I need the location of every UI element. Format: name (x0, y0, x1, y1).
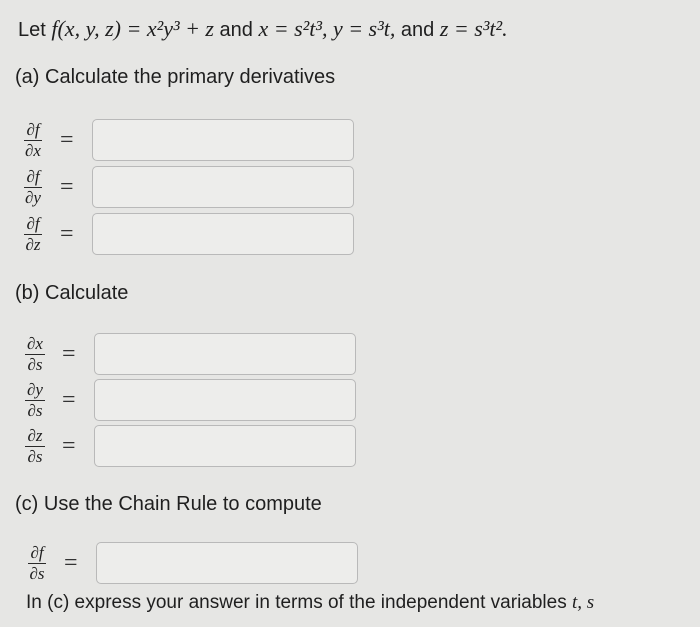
fraction-numerator: ∂y (27, 379, 43, 399)
fraction-denominator: ∂x (25, 140, 41, 160)
dy-ds-row (22, 377, 356, 423)
dy-ds-answer-input[interactable] (94, 379, 356, 421)
df-dz-fraction (20, 215, 46, 254)
fraction-numerator: ∂f (26, 166, 40, 186)
part-a-heading: (a) Calculate the primary derivatives (15, 66, 336, 88)
df-dy-answer-input[interactable] (92, 166, 354, 208)
function-definition: f(x, y, z) = x²y³ + z (51, 16, 214, 41)
dx-ds-fraction (22, 335, 48, 374)
instructions-note (26, 592, 594, 614)
fraction-numerator: ∂f (26, 119, 40, 139)
fraction-numerator: ∂z (27, 425, 43, 445)
df-dx-row (20, 117, 354, 163)
df-dy-fraction (20, 168, 46, 207)
fraction-denominator: ∂y (25, 187, 41, 207)
fraction-numerator: ∂f (26, 213, 40, 233)
equals-sign: = (60, 220, 74, 247)
fraction-denominator: ∂s (27, 446, 43, 466)
equals-sign: = (60, 126, 74, 153)
fraction-denominator: ∂s (27, 400, 43, 420)
fraction-numerator: ∂f (30, 542, 44, 562)
fraction-denominator: ∂s (29, 563, 45, 583)
part-b-heading: (b) Calculate (15, 282, 129, 304)
df-dz-row (20, 211, 354, 257)
df-ds-fraction (24, 544, 50, 583)
equals-sign: = (62, 386, 76, 413)
dz-ds-answer-input[interactable] (94, 425, 356, 467)
df-ds-answer-input[interactable] (96, 542, 358, 584)
df-dx-answer-input[interactable] (92, 119, 354, 161)
df-ds-row (24, 540, 358, 586)
z-definition: z = s³t². (439, 16, 508, 41)
independent-variables: t, s (572, 592, 595, 613)
xy-definition: x = s²t³, y = s³t, (258, 16, 396, 41)
problem-statement (18, 16, 508, 42)
instructions-text: In (c) express your answer in terms of the independent variables (26, 592, 572, 613)
df-dz-answer-input[interactable] (92, 213, 354, 255)
fraction-denominator: ∂z (25, 234, 41, 254)
problem-and-1: and (213, 19, 259, 41)
equals-sign: = (62, 432, 76, 459)
fraction-numerator: ∂x (27, 333, 43, 353)
df-dy-row (20, 164, 354, 210)
equals-sign: = (60, 173, 74, 200)
df-dx-fraction (20, 121, 46, 160)
part-c-heading: (c) Use the Chain Rule to compute (15, 493, 322, 515)
problem-and-2: and (395, 19, 440, 41)
dz-ds-row (22, 423, 356, 469)
dz-ds-fraction (22, 427, 48, 466)
dx-ds-answer-input[interactable] (94, 333, 356, 375)
dx-ds-row (22, 331, 356, 377)
equals-sign: = (64, 549, 78, 576)
problem-prefix: Let (18, 19, 52, 41)
fraction-denominator: ∂s (27, 354, 43, 374)
dy-ds-fraction (22, 381, 48, 420)
equals-sign: = (62, 340, 76, 367)
